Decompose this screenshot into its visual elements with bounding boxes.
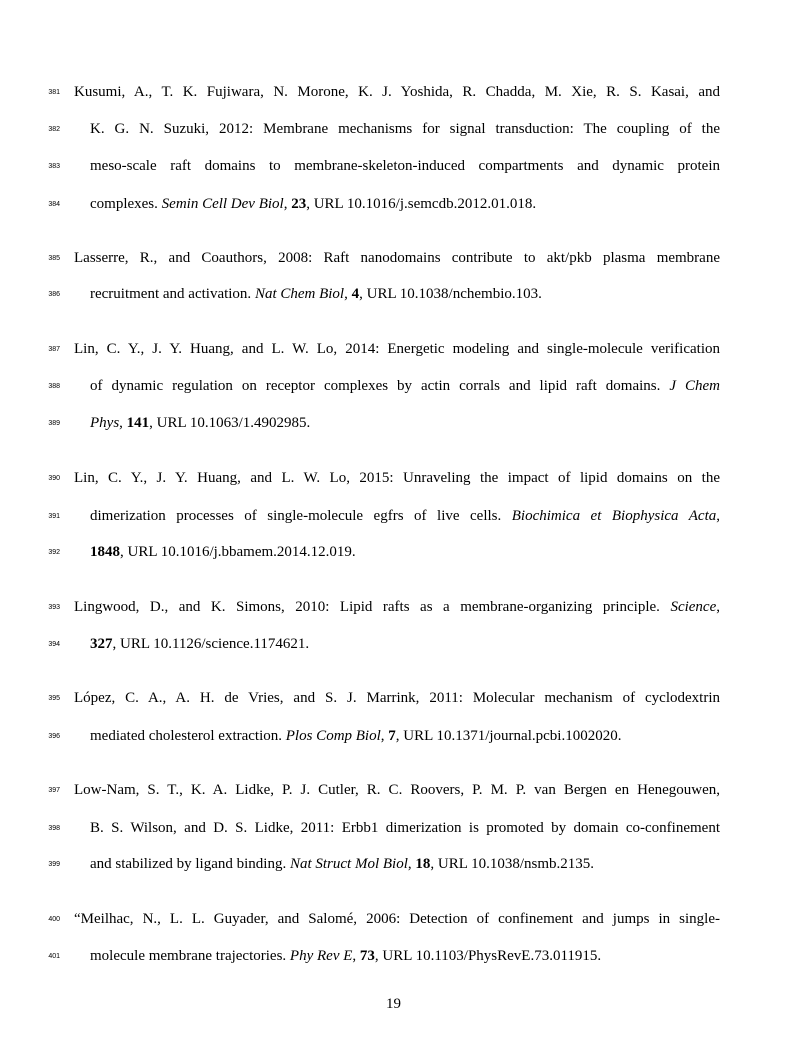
line-number: 396 [48, 733, 60, 740]
reference-line [0, 82, 787, 102]
reference-fragment: , URL 10.1016/j.semcdb.2012.01.018. [306, 196, 537, 212]
reference-text: Lin, C. Y., J. Y. Huang, and L. W. Lo, 2015: Unraveling the impact of lipid domains on the [74, 470, 720, 486]
reference-text: Lin, C. Y., J. Y. Huang, and L. W. Lo, 2014: Energetic modeling and single-molecule verification [74, 341, 720, 357]
reference-fragment: , URL 10.1103/PhysRevE.73.011915. [374, 948, 602, 964]
volume-number: 4 [351, 286, 360, 302]
journal-name: Phys [90, 415, 120, 431]
reference-line [0, 194, 787, 214]
line-number: 391 [48, 513, 60, 520]
reference-text [74, 597, 720, 617]
reference-text [90, 376, 720, 396]
reference-line [0, 506, 787, 526]
reference-line [0, 780, 787, 800]
journal-name: Nat Struct Mol Biol [289, 856, 408, 872]
volume-number: 141 [126, 415, 150, 431]
reference-line [0, 854, 787, 874]
reference-text [90, 634, 720, 654]
reference-line [0, 597, 787, 617]
reference-text: K. G. N. Suzuki, 2012: Membrane mechanisms for signal transduction: The coupling of the [90, 121, 720, 137]
reference-line [0, 688, 787, 708]
reference-line [0, 376, 787, 396]
journal-name: Nat Chem Biol [254, 286, 345, 302]
reference-text [90, 542, 720, 562]
line-number: 382 [48, 126, 60, 133]
reference-line [0, 542, 787, 562]
reference-fragment: , [380, 728, 389, 744]
reference-text: Low-Nam, S. T., K. A. Lidke, P. J. Cutler, R. C. Roovers, P. M. P. van Bergen en Henegouwen, [74, 782, 720, 798]
reference-line [0, 119, 787, 139]
line-number: 386 [48, 291, 60, 298]
reference-fragment: , [407, 856, 416, 872]
line-number: 394 [48, 641, 60, 648]
reference-fragment: Lingwood, D., and K. Simons, 2010: Lipid rafts as a membrane-organizing principle. [74, 599, 671, 615]
line-number: 395 [48, 695, 60, 702]
reference-fragment: , [352, 948, 360, 964]
volume-number: 7 [388, 728, 396, 744]
journal-name: Science [670, 599, 717, 615]
reference-fragment: , URL 10.1126/science.1174621. [112, 636, 310, 652]
reference-text: López, C. A., A. H. de Vries, and S. J. Marrink, 2011: Molecular mechanism of cyclodextrin [74, 690, 720, 706]
line-number: 401 [48, 953, 60, 960]
line-number: 387 [48, 346, 60, 353]
line-number: 381 [48, 89, 60, 96]
reference-text [90, 284, 720, 304]
reference-text [90, 413, 720, 433]
reference-line [0, 468, 787, 488]
reference-fragment: , URL 10.1038/nsmb.2135. [430, 856, 595, 872]
line-number: 397 [48, 787, 60, 794]
reference-fragment: dimerization processes of single-molecule egfrs of live cells. [90, 508, 512, 524]
reference-text [90, 854, 720, 874]
reference-fragment: , URL 10.1038/nchembio.103. [359, 286, 542, 302]
volume-number: 73 [359, 948, 375, 964]
reference-fragment: complexes. [90, 196, 162, 212]
reference-fragment: , URL 10.1063/1.4902985. [149, 415, 311, 431]
reference-text [90, 726, 720, 746]
line-number: 385 [48, 255, 60, 262]
line-number: 399 [48, 861, 60, 868]
volume-number: 1848 [90, 544, 120, 560]
line-number: 392 [48, 549, 60, 556]
reference-text: “Meilhac, N., L. L. Guyader, and Salomé, 2006: Detection of confinement and jumps in single- [74, 911, 720, 927]
volume-number: 23 [291, 196, 307, 212]
reference-fragment: , [716, 508, 720, 524]
journal-name: Plos Comp Biol [285, 728, 381, 744]
reference-fragment: recruitment and activation. [90, 286, 255, 302]
line-number: 393 [48, 604, 60, 611]
line-number: 389 [48, 420, 60, 427]
reference-fragment: molecule membrane trajectories. [90, 948, 290, 964]
reference-fragment: of dynamic regulation on receptor complexes by actin corrals and lipid raft domains. [90, 378, 670, 394]
line-number: 384 [48, 201, 60, 208]
volume-number: 18 [415, 856, 431, 872]
reference-line [0, 248, 787, 268]
reference-fragment: , [716, 599, 720, 615]
journal-name: J Chem [669, 378, 720, 394]
reference-fragment: , URL 10.1016/j.bbamem.2014.12.019. [120, 544, 356, 560]
reference-line [0, 284, 787, 304]
reference-text: Lasserre, R., and Coauthors, 2008: Raft nanodomains contribute to akt/pkb plasma membrane [74, 250, 720, 266]
reference-text: Kusumi, A., T. K. Fujiwara, N. Morone, K. J. Yoshida, R. Chadda, M. Xie, R. S. Kasai, and [74, 84, 720, 100]
line-number: 388 [48, 383, 60, 390]
volume-number: 327 [90, 636, 113, 652]
reference-fragment: , [119, 415, 127, 431]
reference-text [90, 506, 720, 526]
page-number: 19 [386, 996, 401, 1012]
reference-line [0, 634, 787, 654]
reference-line [0, 156, 787, 176]
reference-fragment: , URL 10.1371/journal.pcbi.1002020. [395, 728, 622, 744]
journal-name: Phy Rev E [289, 948, 353, 964]
reference-line [0, 818, 787, 838]
reference-line [0, 726, 787, 746]
reference-fragment: mediated cholesterol extraction. [90, 728, 286, 744]
reference-text: B. S. Wilson, and D. S. Lidke, 2011: Erbb1 dimerization is promoted by domain co-confinement [90, 820, 720, 836]
journal-name: Biochimica et Biophysica Acta [511, 508, 717, 524]
reference-fragment: , [344, 286, 352, 302]
line-number: 398 [48, 825, 60, 832]
reference-line [0, 946, 787, 966]
journal-name: Semin Cell Dev Biol [161, 196, 284, 212]
reference-text: meso-scale raft domains to membrane-skeleton-induced compartments and dynamic protein [90, 158, 720, 174]
line-number: 400 [48, 916, 60, 923]
reference-fragment: , [283, 196, 292, 212]
reference-fragment: and stabilized by ligand binding. [90, 856, 290, 872]
line-number: 390 [48, 475, 60, 482]
reference-text [90, 946, 720, 966]
reference-text [90, 194, 720, 214]
reference-line [0, 339, 787, 359]
line-number: 383 [48, 163, 60, 170]
reference-line [0, 909, 787, 929]
reference-line [0, 413, 787, 433]
